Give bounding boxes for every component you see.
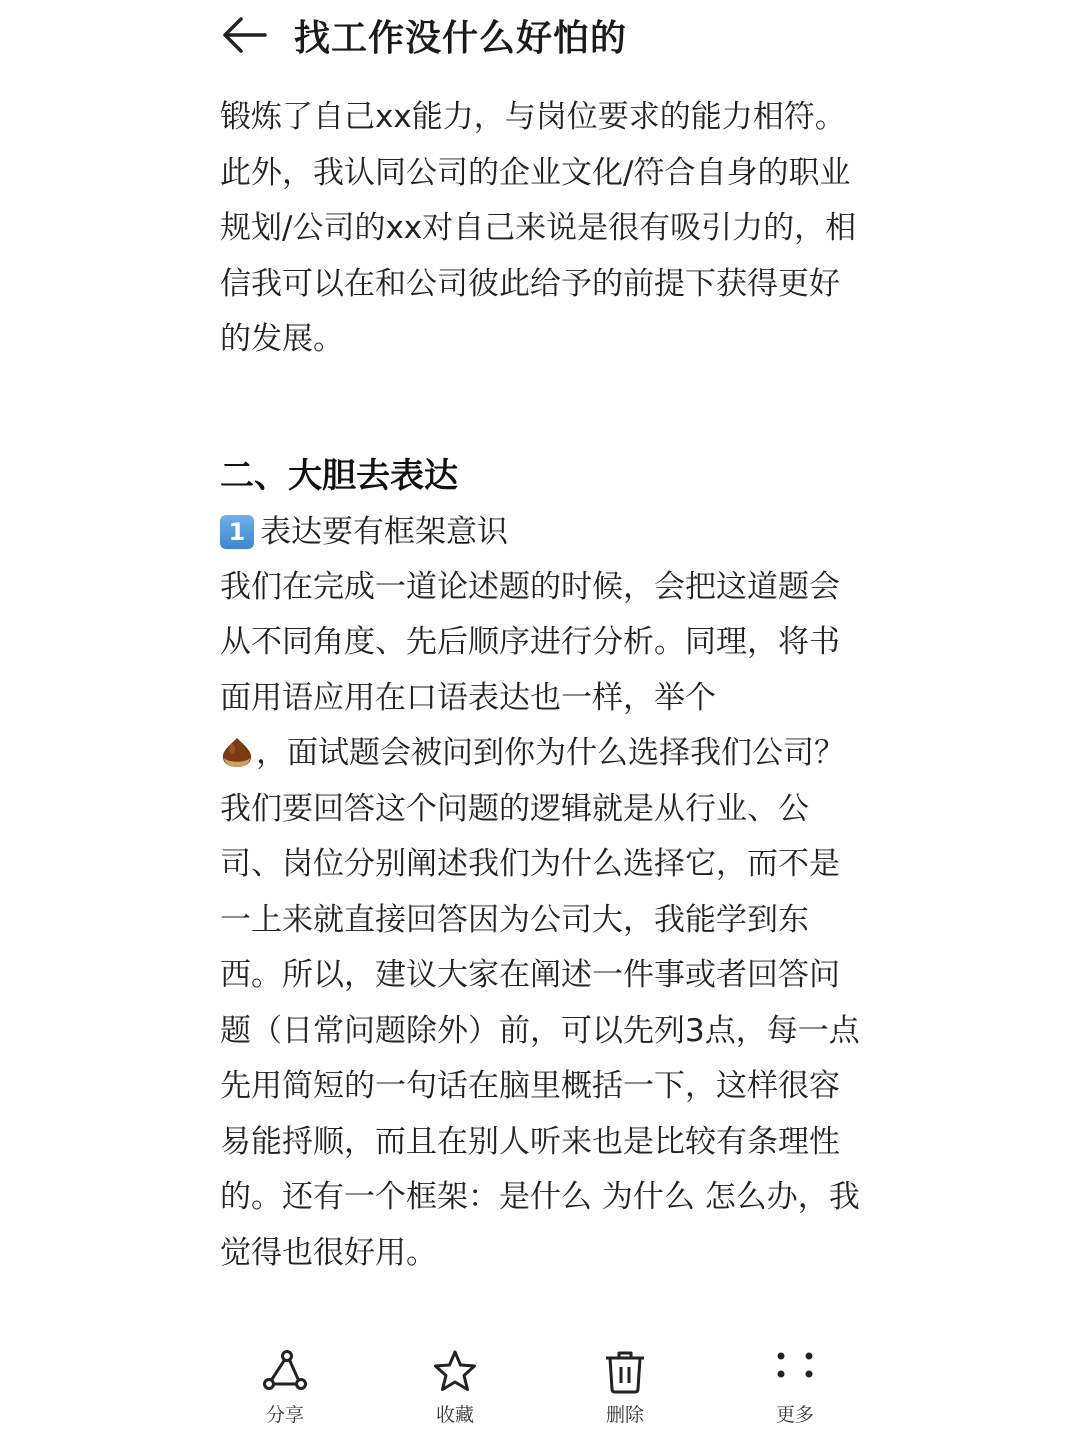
share-icon [261, 1348, 309, 1396]
body-paragraph [220, 560, 870, 1282]
intro-paragraph-1: 锻炼了自己xx能力，与岗位要求的能力相符。 [220, 99, 846, 135]
subheading [220, 504, 870, 560]
more-button[interactable] [710, 1348, 880, 1440]
keycap-one-icon: 1 [220, 515, 254, 549]
arrow-left-icon [221, 15, 267, 55]
app-header [220, 0, 920, 70]
page-title: 找工作没什么好怕的 [294, 17, 628, 59]
back-button[interactable] [220, 11, 268, 59]
more-label: 更多 [775, 1404, 814, 1426]
more-icon [771, 1348, 819, 1396]
note-content [220, 90, 870, 1281]
intro-paragraph-2: 此外，我认同公司的企业文化/符合自身的职业规划/公司的xx对自己来说是很有吸引力的，相信我可以在和公司彼此给予的前提下获得更好的发展。 [220, 154, 857, 357]
favorite-label: 收藏 [435, 1404, 474, 1426]
bottom-toolbar [200, 1348, 880, 1440]
star-icon [431, 1348, 479, 1396]
subheading-text: 表达要有框架意识 [260, 513, 508, 550]
share-button[interactable] [200, 1348, 370, 1440]
chestnut-icon [220, 736, 254, 768]
delete-label: 删除 [605, 1404, 644, 1426]
trash-icon [601, 1348, 649, 1396]
share-label: 分享 [265, 1404, 304, 1426]
section-title: 二、大胆去表达 [220, 455, 458, 496]
favorite-button[interactable] [370, 1348, 540, 1440]
body-text-part2: ，面试题会被问到你为什么选择我们公司？我们要回答这个问题的逻辑就是从行业、公司、岗位分别阐述我们为什么选择它，而不是一上来就直接回答因为公司大，我能学到东西。所以，建议大家在阐述一件事或者回答问题（日常问题除外）前，可以先列3点，每一点先用简短的一句话在脑里概括一下，这样很容易能捋顺，而且在别人听来也是比较有条理性的。还有一个框架：是什么 为什么 怎么办，我觉得也很好用。 [220, 735, 860, 1271]
delete-button[interactable] [540, 1348, 710, 1440]
body-text-part1: 我们在完成一道论述题的时候，会把这道题会从不同角度、先后顺序进行分析。同理，将书面用语应用在口语表达也一样，举个 [220, 568, 840, 716]
